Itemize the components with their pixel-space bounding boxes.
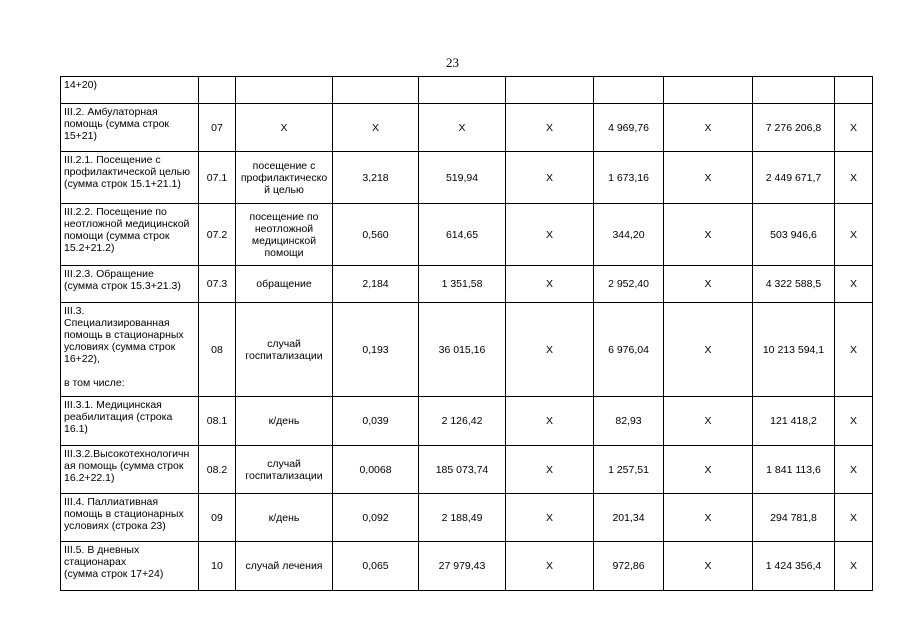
row-name-text: III.3.1. Медицинская реабилитация (строка 16.1)	[64, 399, 173, 435]
row-name-cell	[61, 397, 199, 446]
cell-c6: X	[506, 397, 594, 446]
table-row	[61, 494, 873, 542]
cell-unit	[236, 77, 333, 104]
row-name-cell	[61, 266, 199, 303]
cell-c6: X	[506, 542, 594, 591]
cell-code: 08.1	[199, 397, 236, 446]
cell-volume: 0,0068	[333, 446, 419, 494]
cell-unit: X	[236, 104, 333, 152]
cell-c9: 2 449 671,7	[753, 152, 835, 204]
table-row	[61, 77, 873, 104]
cell-c8	[664, 77, 753, 104]
cell-unit: посещение по неотложной медицинской помощи	[236, 204, 333, 266]
cell-c7: 1 673,16	[594, 152, 664, 204]
cell-c6: X	[506, 104, 594, 152]
table-row	[61, 204, 873, 266]
row-name-text: III.3.2.Высокотехнологичн ая помощь (сумма строк 16.2+22.1)	[64, 448, 190, 484]
cell-norm: 36 015,16	[419, 303, 506, 397]
cell-c8: X	[664, 303, 753, 397]
cell-unit: посещение с профилактическо й целью	[236, 152, 333, 204]
table-row	[61, 266, 873, 303]
row-name-text: III.2.3. Обращение (сумма строк 15.3+21.3)	[64, 268, 181, 292]
cell-volume: 3,218	[333, 152, 419, 204]
cell-c9	[753, 77, 835, 104]
row-name-cell	[61, 77, 199, 104]
data-table	[60, 76, 873, 591]
cell-c9: 503 946,6	[753, 204, 835, 266]
cell-volume: 0,193	[333, 303, 419, 397]
cell-c9: 4 322 588,5	[753, 266, 835, 303]
cell-unit: обращение	[236, 266, 333, 303]
row-name-cell	[61, 446, 199, 494]
cell-c10: X	[835, 494, 873, 542]
cell-code: 09	[199, 494, 236, 542]
cell-norm: 2 126,42	[419, 397, 506, 446]
cell-c8: X	[664, 494, 753, 542]
cell-norm: 2 188,49	[419, 494, 506, 542]
cell-c8: X	[664, 152, 753, 204]
table-row	[61, 152, 873, 204]
row-name-text: III.3. Специализированная помощь в стационарных условиях (сумма строк 16+22), в том числе:	[64, 305, 184, 389]
cell-c7: 4 969,76	[594, 104, 664, 152]
cell-unit: случай госпитализации	[236, 303, 333, 397]
cell-c9: 294 781,8	[753, 494, 835, 542]
row-name-text: III.2.1. Посещение с профилактической целью (сумма строк 15.1+21.1)	[64, 154, 190, 190]
row-name-cell	[61, 104, 199, 152]
row-name-text: III.5. В дневных стационарах (сумма строк 17+24)	[64, 544, 164, 580]
row-name-cell	[61, 494, 199, 542]
row-name-text: III.4. Паллиативная помощь в стационарных условиях (строка 23)	[64, 496, 184, 532]
row-name-text: III.2. Амбулаторная помощь (сумма строк 15+21)	[64, 106, 170, 142]
cell-c10: X	[835, 152, 873, 204]
cell-volume: 2,184	[333, 266, 419, 303]
cell-c8: X	[664, 542, 753, 591]
row-name-cell	[61, 542, 199, 591]
cell-c7: 201,34	[594, 494, 664, 542]
cell-c10: X	[835, 104, 873, 152]
cell-norm: 1 351,58	[419, 266, 506, 303]
cell-norm: 185 073,74	[419, 446, 506, 494]
cell-code: 10	[199, 542, 236, 591]
cell-c8: X	[664, 266, 753, 303]
row-name-text: III.2.2. Посещение по неотложной медицинской помощи (сумма строк 15.2+21.2)	[64, 206, 190, 254]
cell-c6: X	[506, 204, 594, 266]
cell-c6: X	[506, 494, 594, 542]
cell-c10: X	[835, 397, 873, 446]
cell-code: 07.3	[199, 266, 236, 303]
cell-volume: 0,039	[333, 397, 419, 446]
cell-unit: к/день	[236, 494, 333, 542]
cell-c7: 6 976,04	[594, 303, 664, 397]
cell-norm: 614,65	[419, 204, 506, 266]
cell-c7	[594, 77, 664, 104]
cell-c9: 10 213 594,1	[753, 303, 835, 397]
cell-c7: 1 257,51	[594, 446, 664, 494]
row-name-cell	[61, 152, 199, 204]
cell-c6: X	[506, 446, 594, 494]
cell-volume: 0,092	[333, 494, 419, 542]
cell-c10: X	[835, 266, 873, 303]
cell-c8: X	[664, 104, 753, 152]
cell-c10: X	[835, 542, 873, 591]
cell-code: 07.1	[199, 152, 236, 204]
table-row	[61, 542, 873, 591]
cell-c10	[835, 77, 873, 104]
cell-code: 08	[199, 303, 236, 397]
cell-norm	[419, 77, 506, 104]
cell-c6: X	[506, 152, 594, 204]
cell-c7: 82,93	[594, 397, 664, 446]
cell-volume: X	[333, 104, 419, 152]
cell-norm: 27 979,43	[419, 542, 506, 591]
cell-norm: X	[419, 104, 506, 152]
cell-c9: 1 841 113,6	[753, 446, 835, 494]
cell-c7: 344,20	[594, 204, 664, 266]
cell-c6: X	[506, 303, 594, 397]
cell-unit: случай лечения	[236, 542, 333, 591]
table-row	[61, 446, 873, 494]
cell-code: 07	[199, 104, 236, 152]
cell-code: 07.2	[199, 204, 236, 266]
cell-c10: X	[835, 303, 873, 397]
cell-c9: 121 418,2	[753, 397, 835, 446]
cell-c8: X	[664, 397, 753, 446]
cell-c7: 2 952,40	[594, 266, 664, 303]
cell-c8: X	[664, 446, 753, 494]
cell-c6: X	[506, 266, 594, 303]
row-name-text: 14+20)	[64, 79, 97, 91]
cell-code	[199, 77, 236, 104]
cell-c9: 1 424 356,4	[753, 542, 835, 591]
cell-c6	[506, 77, 594, 104]
cell-volume	[333, 77, 419, 104]
cell-unit: случай госпитализации	[236, 446, 333, 494]
cell-volume: 0,065	[333, 542, 419, 591]
row-name-cell	[61, 303, 199, 397]
cell-c10: X	[835, 446, 873, 494]
cell-unit: к/день	[236, 397, 333, 446]
table-row	[61, 397, 873, 446]
row-name-cell	[61, 204, 199, 266]
cell-c10: X	[835, 204, 873, 266]
page-number: 23	[446, 55, 459, 70]
cell-norm: 519,94	[419, 152, 506, 204]
cell-volume: 0,560	[333, 204, 419, 266]
table-row	[61, 303, 873, 397]
cell-code: 08.2	[199, 446, 236, 494]
table-row	[61, 104, 873, 152]
cell-c7: 972,86	[594, 542, 664, 591]
cell-c8: X	[664, 204, 753, 266]
cell-c9: 7 276 206,8	[753, 104, 835, 152]
